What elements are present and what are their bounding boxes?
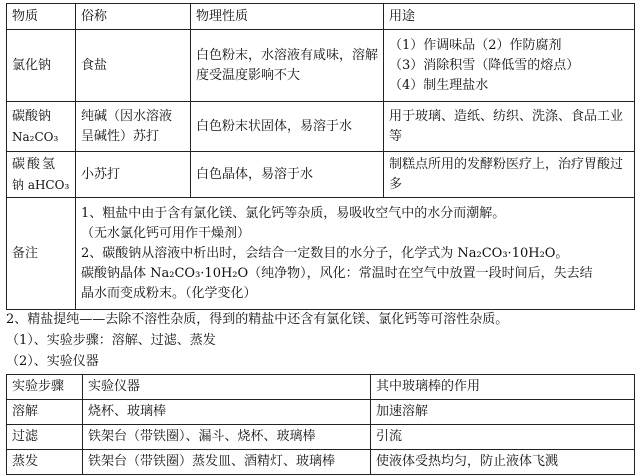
use-line: （3）消除积雪（降低雪的熔点） — [389, 57, 580, 73]
header-uses: 用途 — [384, 4, 635, 30]
header-step: 实验步骤 — [7, 375, 83, 400]
header-row — [7, 4, 635, 30]
note-line: 碳酸钠晶体 Na₂CO₃·10H₂O（纯净物），风化：常温时在空气中放置一段时间后，失去结 — [81, 265, 593, 281]
use-line: （4）制生理盐水 — [389, 77, 489, 93]
purification-paragraph: 2、精盐提纯——去除不溶性杂质，得到的精盐中还含有氯化镁、氯化钙等可溶性杂质。 — [6, 312, 509, 327]
use-line: （1）作调味品（2）作防腐剂 — [389, 37, 562, 53]
uses-cell: 制糕点所用的发酵粉医疗上，治疗胃酸过多 — [384, 152, 635, 198]
instruments-cell: 铁架台（带铁圈）、漏斗、烧杯、玻璃棒 — [83, 425, 371, 450]
instruments-cell: 铁架台（带铁圈）蒸发皿、酒精灯、玻璃棒 — [83, 450, 371, 475]
substance-cell — [7, 152, 76, 198]
substance-cell: 氯化钠 — [7, 30, 76, 102]
physical-cell: 白色粉末状固体，易溶于水 — [191, 102, 384, 152]
instruments-cell: 烧杯、玻璃棒 — [83, 400, 371, 425]
note-line: 晶水而变成粉末。（化学变化） — [81, 285, 257, 301]
substance-formula: 钠 aHCO₃ — [12, 177, 70, 192]
header-physical-properties: 物理性质 — [191, 4, 384, 30]
header-common-name: 俗称 — [76, 4, 191, 30]
table-row — [7, 102, 635, 152]
experiment-steps: （1）、实验步骤：溶解、过滤、蒸发 — [6, 333, 216, 348]
common-name-line: 纯碱（因水溶液 — [81, 108, 173, 124]
experiment-instruments-heading: （2）、实验仪器 — [6, 354, 99, 369]
table-row — [7, 425, 635, 450]
role-cell: 加速溶解 — [371, 400, 635, 425]
header-instruments: 实验仪器 — [83, 375, 371, 400]
common-name-line: 呈碱性）苏打 — [81, 128, 160, 144]
step-cell: 蒸发 — [7, 450, 83, 475]
physical-cell: 白色晶体，易溶于水 — [191, 152, 384, 198]
table-row — [7, 30, 635, 102]
role-cell: 引流 — [371, 425, 635, 450]
header-substance: 物质 — [7, 4, 76, 30]
substance-formula: Na₂CO₃ — [12, 129, 59, 144]
substance-name: 碳酸氢 — [12, 156, 58, 172]
substances-table — [6, 3, 635, 310]
header-glass-rod-role: 其中玻璃棒的作用 — [371, 375, 635, 400]
uses-cell: 用于玻璃、造纸、纺织、洗涤、食品工业等 — [384, 102, 635, 152]
common-name-cell — [76, 102, 191, 152]
note-line: 1、粗盐中由于含有氯化镁、氯化钙等杂质，易吸收空气中的水分而潮解。 — [81, 205, 506, 221]
substance-cell — [7, 102, 76, 152]
physical-cell: 白色粉末，水溶液有咸味，溶解度受温度影响不大 — [191, 30, 384, 102]
header-row — [7, 375, 635, 400]
table-row — [7, 152, 635, 198]
uses-cell — [384, 30, 635, 102]
notes-row — [7, 198, 635, 310]
note-line: 2、碳酸钠从溶液中析出时，会结合一定数目的水分子，化学式为 Na₂CO₃·10H₂O。 — [81, 245, 569, 261]
table-row — [7, 450, 635, 475]
role-cell: 使液体受热均匀，防止液体飞溅 — [371, 450, 635, 475]
substance-name: 碳酸钠 — [12, 108, 52, 124]
table-row — [7, 400, 635, 425]
instruments-table — [6, 374, 635, 475]
common-name-cell: 食盐 — [76, 30, 191, 102]
note-label: 备注 — [7, 198, 76, 310]
notes-cell — [76, 198, 635, 310]
step-cell: 过滤 — [7, 425, 83, 450]
step-cell: 溶解 — [7, 400, 83, 425]
common-name-cell: 小苏打 — [76, 152, 191, 198]
note-line: （无水氯化钙可用作干燥剂） — [81, 225, 251, 241]
